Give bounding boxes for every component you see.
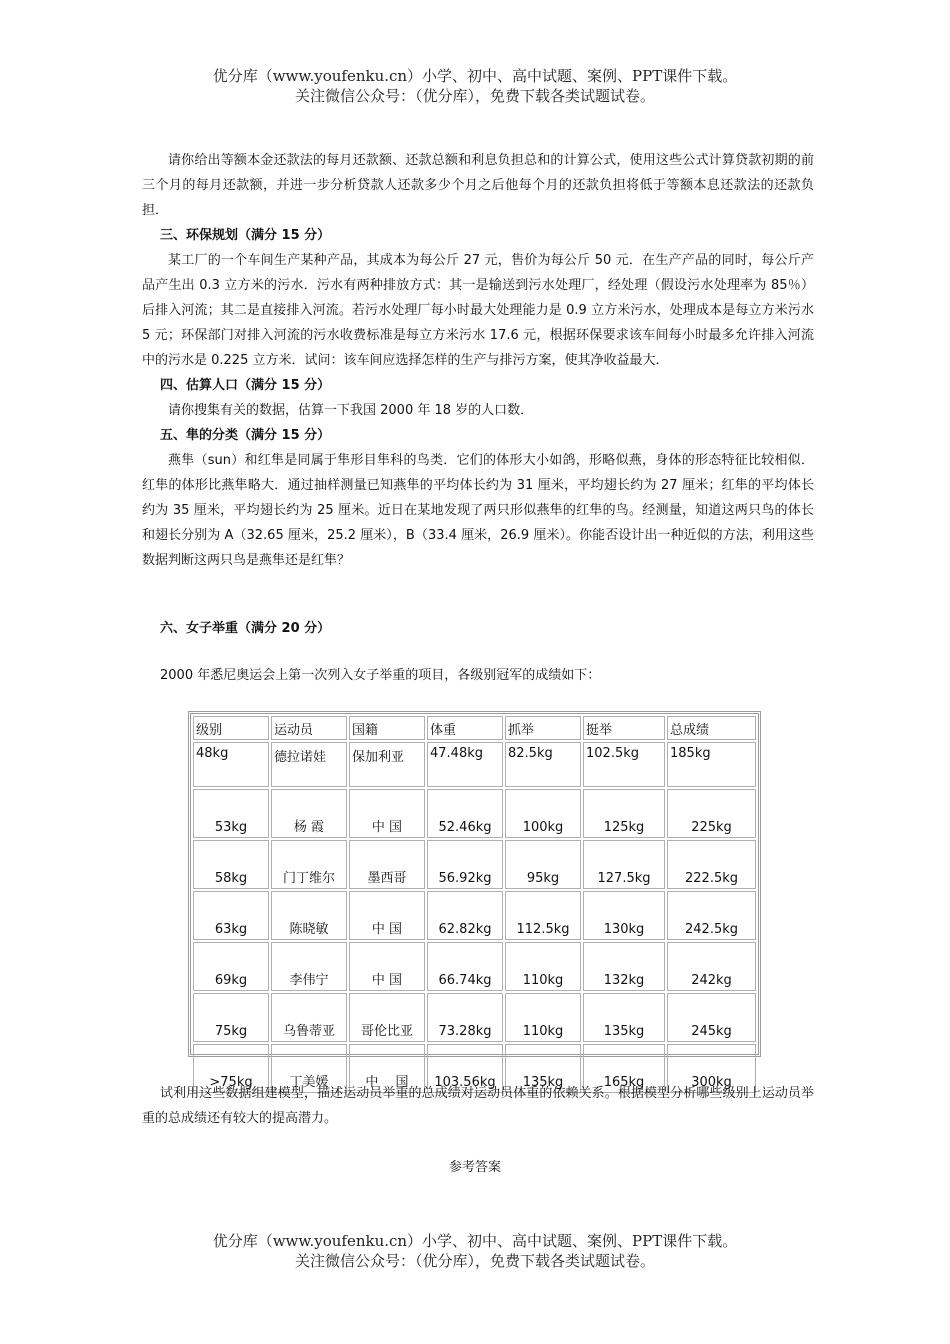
table-cell: 225kg: [667, 789, 756, 838]
header-cell: 挺举: [583, 716, 665, 740]
table-cell: 245kg: [667, 993, 756, 1042]
table-cell: 48kg: [193, 742, 269, 787]
table-cell: 102.5kg: [583, 742, 665, 787]
table-cell: 110kg: [505, 942, 581, 991]
table-cell: 185kg: [667, 742, 756, 787]
table-cell: 墨西哥: [349, 840, 425, 889]
table-cell: 53kg: [193, 789, 269, 838]
table-cell: 李伟宁: [271, 942, 347, 991]
table-cell: 103.56kg: [427, 1044, 503, 1093]
table-cell: 中 国: [349, 1044, 425, 1093]
answer-heading: 参考答案: [448, 1160, 501, 1175]
header-cell: 总成绩: [667, 716, 756, 740]
table-row: [193, 742, 756, 787]
table-cell: 中 国: [349, 789, 425, 838]
table-cell: 242kg: [667, 942, 756, 991]
header-cell: 国籍: [349, 716, 425, 740]
table-cell: 乌鲁蒂亚: [271, 993, 347, 1042]
table-cell: 66.74kg: [427, 942, 503, 991]
after-table-paragraph: 试利用这些数据组建模型，描述运动员举重的总成绩对运动员体重的依赖关系。根据模型分析哪些级别上运动员举重的总成绩还有较大的提高潜力。: [142, 1086, 814, 1126]
footer-line-2: 关注微信公众号：（优分库），免费下载各类试题试卷。: [294, 1252, 655, 1270]
section-4-body: 请你搜集有关的数据，估算一下我国 2000 年 18 岁的人口数．: [168, 403, 534, 418]
table-cell: 哥伦比亚: [349, 993, 425, 1042]
table-row: [193, 993, 756, 1042]
table-row: [193, 942, 756, 991]
table-cell: 陈晓敏: [271, 891, 347, 940]
table-cell: 62.82kg: [427, 891, 503, 940]
table-cell: 69kg: [193, 942, 269, 991]
table-cell: 300kg: [667, 1044, 756, 1093]
table-cell: 58kg: [193, 840, 269, 889]
intro-paragraph: 请你给出等额本金还款法的每月还款额、还款总额和利息负担总和的计算公式，使用这些公式计算贷款初期的前三个月的每月还款额，并进一步分析贷款人还款多少个月之后他每个月的还款负担将低于等额本息还款法的还款负担．: [142, 153, 814, 218]
table-cell: 135kg: [505, 1044, 581, 1093]
document-body: [142, 148, 814, 573]
table-cell: 63kg: [193, 891, 269, 940]
table-cell: 门丁维尔: [271, 840, 347, 889]
table-cell: 95kg: [505, 840, 581, 889]
table-cell: 杨 霞: [271, 789, 347, 838]
weightlifting-table: [188, 711, 761, 1090]
table-cell: >75kg: [193, 1044, 269, 1093]
section-5-title: 五、隼的分类（满分 15 分）: [160, 428, 331, 443]
table-cell: 52.46kg: [427, 789, 503, 838]
table-cell: 丁美媛: [271, 1044, 347, 1093]
table-row: [193, 840, 756, 889]
table-cell: 56.92kg: [427, 840, 503, 889]
table-row: [193, 891, 756, 940]
header-cell: 级别: [193, 716, 269, 740]
table-cell: 保加利亚: [349, 742, 425, 787]
section-5-body: 燕隼（sun）和红隼是同属于隼形目隼科的鸟类．它们的体形大小如鸽，形略似燕，身体的形态特征比较相似．红隼的体形比燕隼略大．通过抽样测量已知燕隼的平均体长约为 31 厘米，平均翅长约为 27 厘米；红隼的平均体长约为 35 厘米，平均翅长约为 25 厘米。近日在某地发现了两只形似燕隼的红隼的鸟。经测量，知道这两只鸟的体长和翅长分别为 A（32.65 厘米，25.2 厘米），B（33.4 厘米，26.9 厘米）。你能否设计出一种近似的方法，利用这些数据判断这两只鸟是燕隼还是红隼？: [142, 453, 814, 568]
after-table-text: [142, 1081, 814, 1131]
table-cell: 中 国: [349, 942, 425, 991]
table-cell: 75kg: [193, 993, 269, 1042]
table-cell: 中 国: [349, 891, 425, 940]
table-cell: 125kg: [583, 789, 665, 838]
table-header-row: [193, 716, 756, 740]
table-cell: 222.5kg: [667, 840, 756, 889]
header-cell: 体重: [427, 716, 503, 740]
header-line-2: 关注微信公众号：（优分库），免费下载各类试题试卷。: [294, 87, 655, 105]
table-cell: 242.5kg: [667, 891, 756, 940]
section-4-title: 四、估算人口（满分 15 分）: [160, 378, 331, 393]
table-cell: 112.5kg: [505, 891, 581, 940]
section-6-intro: 2000 年悉尼奥运会上第一次列入女子举重的项目，各级别冠军的成绩如下：: [160, 668, 601, 683]
table-cell: 130kg: [583, 891, 665, 940]
table-cell: 德拉诺娃: [271, 742, 347, 787]
table-cell: 100kg: [505, 789, 581, 838]
table-cell: 165kg: [583, 1044, 665, 1093]
header-cell: 抓举: [505, 716, 581, 740]
page-footer: [0, 1231, 950, 1271]
section-3-title: 三、环保规划（满分 15 分）: [160, 228, 331, 243]
section-6-title: 六、女子举重（满分 20 分）: [160, 621, 331, 636]
table-cell: 82.5kg: [505, 742, 581, 787]
table-row: [193, 789, 756, 838]
header-cell: 运动员: [271, 716, 347, 740]
table-cell: 135kg: [583, 993, 665, 1042]
table-cell: 127.5kg: [583, 840, 665, 889]
table-cell: 110kg: [505, 993, 581, 1042]
footer-line-1: 优分库（www.youfenku.cn）小学、初中、高中试题、案例、PPT课件下载。: [212, 1232, 738, 1250]
table-cell: 132kg: [583, 942, 665, 991]
table-cell: 47.48kg: [427, 742, 503, 787]
table-cell: 73.28kg: [427, 993, 503, 1042]
header-line-1: 优分库（www.youfenku.cn）小学、初中、高中试题、案例、PPT课件下载。: [212, 67, 738, 85]
page-header: [0, 66, 950, 106]
section-3-body: 某工厂的一个车间生产某种产品，其成本为每公斤 27 元，售价为每公斤 50 元．在生产产品的同时，每公斤产品产生出 0.3 立方米的污水．污水有两种排放方式：其一是输送到污水处理厂，经处理（假设污水处理率为 85％）后排入河流；其二是直接排入河流。若污水处理厂每小时最大处理能力是 0.9 立方米污水，处理成本是每立方米污水 5 元；环保部门对排入河流的污水收费标准是每立方米污水 17.6 元，根据环保要求该车间每小时最多允许排入河流中的污水是 0.225 立方米．试问：该车间应选择怎样的生产与排污方案，使其净收益最大．: [142, 253, 814, 368]
